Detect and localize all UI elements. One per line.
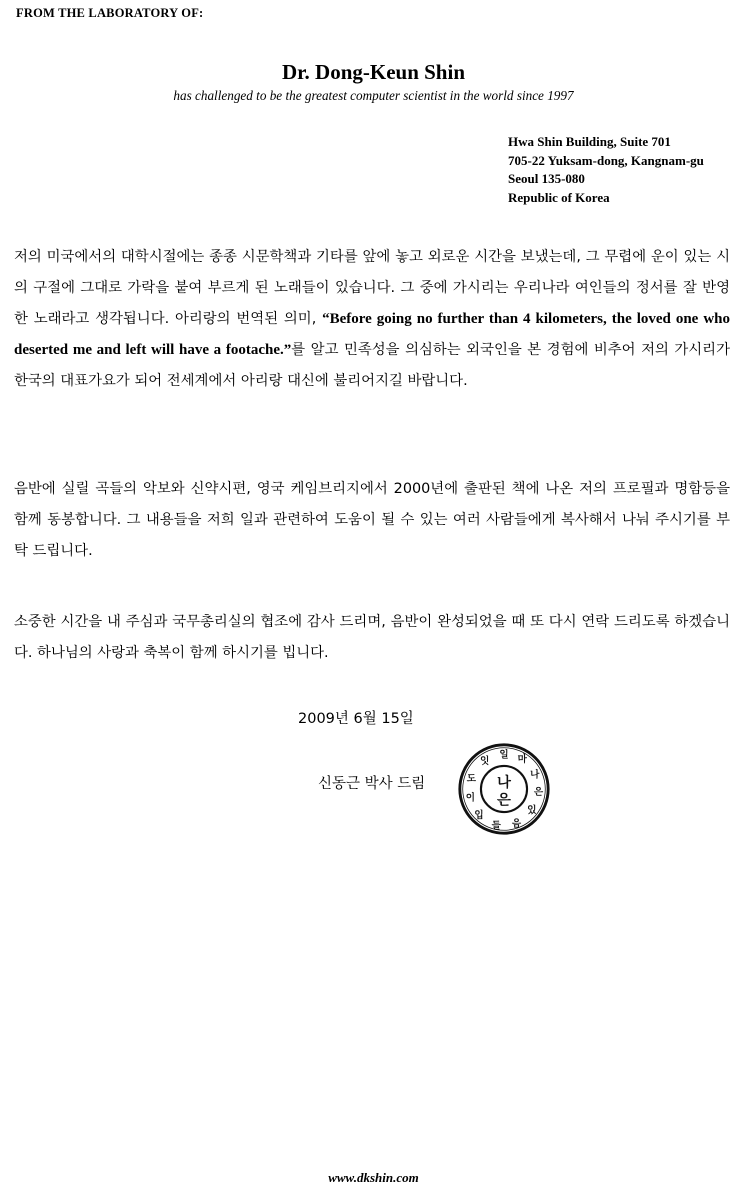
signature-line: 신동근 박사 드림 — [318, 776, 426, 792]
from-laboratory-label: FROM THE LABORATORY OF: — [16, 6, 204, 20]
author-name: Dr. Dong-Keun Shin — [281, 60, 466, 84]
seal-ring-glyph: 은 — [533, 786, 544, 798]
seal-ring-glyph: 이 — [465, 792, 476, 804]
address-line-building: Hwa Shin Building, Suite 701 — [508, 134, 671, 149]
address-block — [508, 133, 704, 207]
letter-date: 2009년 6월 15일 — [298, 711, 414, 727]
seal-ring-glyph: 잇 — [480, 756, 490, 768]
paragraph-1-intro: 저의 미국에서의 대학시절에는 종종 시문학책과 기타를 앞에 놓고 외로운 시간을 보냈는데, 그 무렵에 운이 있는 시의 구절에 그대로 가락을 붙여 부르게 된 노래들이 있습니다. 그 중에 가시리는 우리나라 여인들의 정서를 잘 반영한 노래라고 생각됩니다. 아리랑의 번역된 의미, — [14, 249, 730, 327]
address-line-street: 705-22 Yuksam-dong, Kangnam-gu — [508, 152, 704, 168]
body-paragraph-2: 음반에 실릴 곡들의 악보와 신약시편, 영국 케임브리지에서 2000년에 출판된 책에 나온 저의 프로필과 명함등을 함께 동봉합니다. 그 내용들을 저희 일과 관련하여 도움이 될 수 있는 여러 사람들에게 복사해서 나눠 주시기를 부탁 드립니다. — [14, 481, 730, 559]
author-tagline: has challenged to be the greatest computer scientist in the world since 1997 — [173, 88, 574, 103]
seal-ring-glyph: 들 — [491, 820, 501, 832]
seal-ring-glyph: 도 — [466, 773, 476, 785]
arirang-translation-quote: “Before going no further than 4 kilometers, the loved one who deserted me and left will have a footache.” — [14, 311, 730, 358]
address-line-city: Seoul 135-080 — [508, 171, 585, 186]
seal-ring-glyph: 일 — [499, 749, 509, 761]
seal-ring-glyph: 입 — [474, 809, 484, 821]
personal-seal-stamp — [456, 741, 552, 837]
body-paragraph-1 — [14, 242, 730, 397]
seal-ring-glyph: 음 — [511, 818, 522, 830]
seal-ring-glyph: 마 — [517, 754, 527, 766]
paragraph-1-conclusion: 를 알고 민족성을 의심하는 외국인을 본 경험에 비추어 저의 가시리가 한국의 대표가요가 되어 전세계에서 아리랑 대신에 불리어지길 바랍니다. — [14, 342, 730, 389]
address-line-country: Republic of Korea — [508, 189, 610, 205]
seal-ring-glyph: 있 — [527, 805, 537, 816]
body-paragraph-3: 소중한 시간을 내 주심과 국무총리실의 협조에 감사 드리며, 음반이 완성되었을 때 또 다시 연락 드리도록 하겠습니다. 하나님의 사랑과 축복이 함께 하시기를 빕니다. — [14, 614, 730, 661]
seal-ring-glyph: 나 — [530, 769, 540, 781]
website-url: www.dkshin.com — [328, 1170, 419, 1185]
seal-center-top: 나 — [497, 775, 511, 792]
seal-center-bottom: 은 — [497, 792, 511, 809]
